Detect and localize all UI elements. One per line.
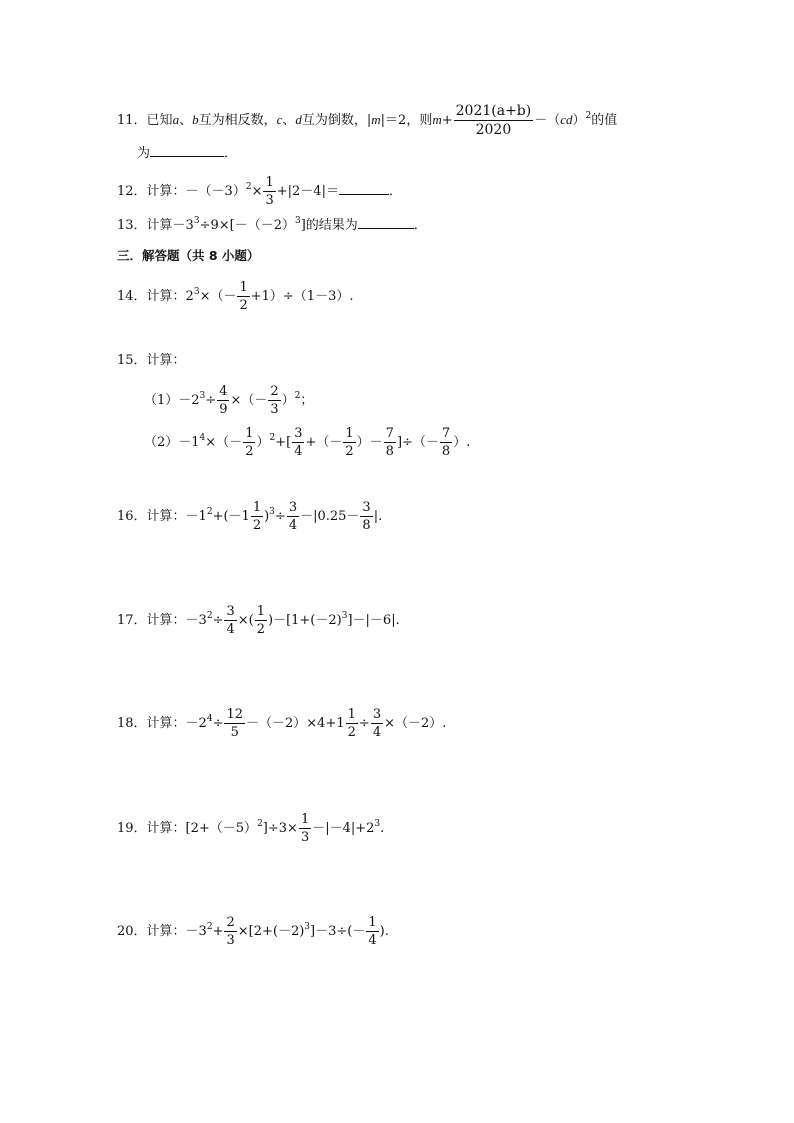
fraction: $\frac{1}{2}$ bbox=[345, 426, 354, 459]
answer-blank[interactable] bbox=[339, 182, 389, 195]
fraction: $\frac{3}{4}$ bbox=[226, 604, 235, 637]
fraction: $\frac{2}{3}$ bbox=[226, 915, 235, 948]
question-19: 19．计算：$[2+(-5)^2]\div 3\times$ $\frac{1}{3}$ $-|-4|+2^3$. bbox=[117, 812, 385, 845]
question-17: 17．计算：$-3^2\div$ $\frac{3}{4}$ ×( $\frac{1}{2}$ )$-[1+(-2)^3]-|-6|$. bbox=[117, 604, 400, 637]
fraction: $\frac{1}{2}$ bbox=[252, 500, 262, 533]
question-18: 18．计算：$-2^4\div$ $\frac{12}{5}$ －（－2）×4+1 $\frac{1}{2}$ ÷ $\frac{3}{4}$ ×（－2）. bbox=[117, 707, 447, 740]
answer-blank[interactable] bbox=[150, 144, 224, 157]
fraction: $\frac{3}{4}$ bbox=[288, 500, 298, 533]
fraction: $\frac{2}{3}$ bbox=[270, 384, 279, 417]
answer-blank[interactable] bbox=[358, 216, 414, 229]
fraction: $\frac{1}{2}$ bbox=[239, 280, 248, 313]
fraction: $\frac{7}{8}$ bbox=[441, 426, 451, 459]
question-number: 11． bbox=[117, 113, 147, 128]
question-number: 20． bbox=[117, 924, 147, 939]
fraction: $\frac{3}{4}$ bbox=[372, 707, 382, 740]
question-15-part-2: $(2)-1^4\times(-$ $\frac{1}{2}$ ）$^2$+[ $\frac{3}{4}$ +（－ $\frac{1}{2}$ ）－ $\frac{7}{8}$ ]÷（－ $\frac{7}{8}$ ）. bbox=[144, 426, 471, 459]
fraction: $\frac{1}{2}$ bbox=[347, 707, 356, 740]
section-heading: 三．解答题（共 8 小题） bbox=[117, 248, 260, 263]
fraction: $\frac{3}{4}$ bbox=[294, 426, 303, 459]
fraction: $\frac{12}{5}$ bbox=[226, 707, 244, 740]
question-number: 13． bbox=[117, 218, 147, 233]
fraction: $\frac{1}{2}$ bbox=[256, 604, 265, 637]
fraction: $\frac{1}{4}$ bbox=[368, 915, 377, 948]
question-number: 18． bbox=[117, 716, 147, 731]
fraction: $\frac{3}{8}$ bbox=[362, 500, 371, 533]
fraction: $\frac{7}{8}$ bbox=[385, 426, 394, 459]
question-15-part-1: $(1)-2^3\div$ $\frac{4}{9}$ ×（－ $\frac{2}{3}$ ）$^2$； bbox=[144, 384, 314, 417]
fraction: $\frac{2021(a+b)}{2020}$ bbox=[455, 103, 532, 138]
question-number: 15． bbox=[117, 353, 147, 368]
fraction: $\frac{4}{9}$ bbox=[219, 384, 228, 417]
question-13: 13．计算$-3^3\div 9\times[-(-2)^3]$的结果为 ． bbox=[117, 216, 427, 233]
question-16: 16．计算：$-1^2+(-1$ $\frac{1}{2}$ )$^3$÷ $\frac{3}{4}$ －|0.25－ $\frac{3}{8}$ |. bbox=[117, 500, 383, 533]
question-number: 16． bbox=[117, 509, 147, 524]
question-15: 15．计算： bbox=[117, 353, 186, 368]
question-11-continued: 为 ． bbox=[137, 146, 238, 161]
question-number: 14． bbox=[117, 289, 147, 304]
question-20: 20．计算：$-3^2+$ $\frac{2}{3}$ $\times[2+(-2)^3]-3\div(-$ $\frac{1}{4}$ ). bbox=[117, 915, 389, 948]
question-number: 12． bbox=[117, 184, 147, 199]
question-number: 17． bbox=[117, 613, 147, 628]
question-11: 11．已知a、b互为相反数，c、d互为倒数，|m|＝2，则m+ $\frac{2021(a+b)}{2020}$ －（cd）$^2$的值 bbox=[117, 103, 618, 138]
question-number: 19． bbox=[117, 821, 147, 836]
fraction: $\frac{1}{2}$ bbox=[245, 426, 254, 459]
fraction: $\frac{1}{3}$ bbox=[300, 812, 310, 845]
question-12: 12．计算：$-(-3)^2\times$ $\frac{1}{3}$ +|2－4|＝ ． bbox=[117, 175, 402, 208]
fraction: $\frac{1}{3}$ bbox=[265, 175, 274, 208]
question-14: 14．计算：$2^3\times(-$ $\frac{1}{2}$ +1）÷（1－3）. bbox=[117, 280, 354, 313]
